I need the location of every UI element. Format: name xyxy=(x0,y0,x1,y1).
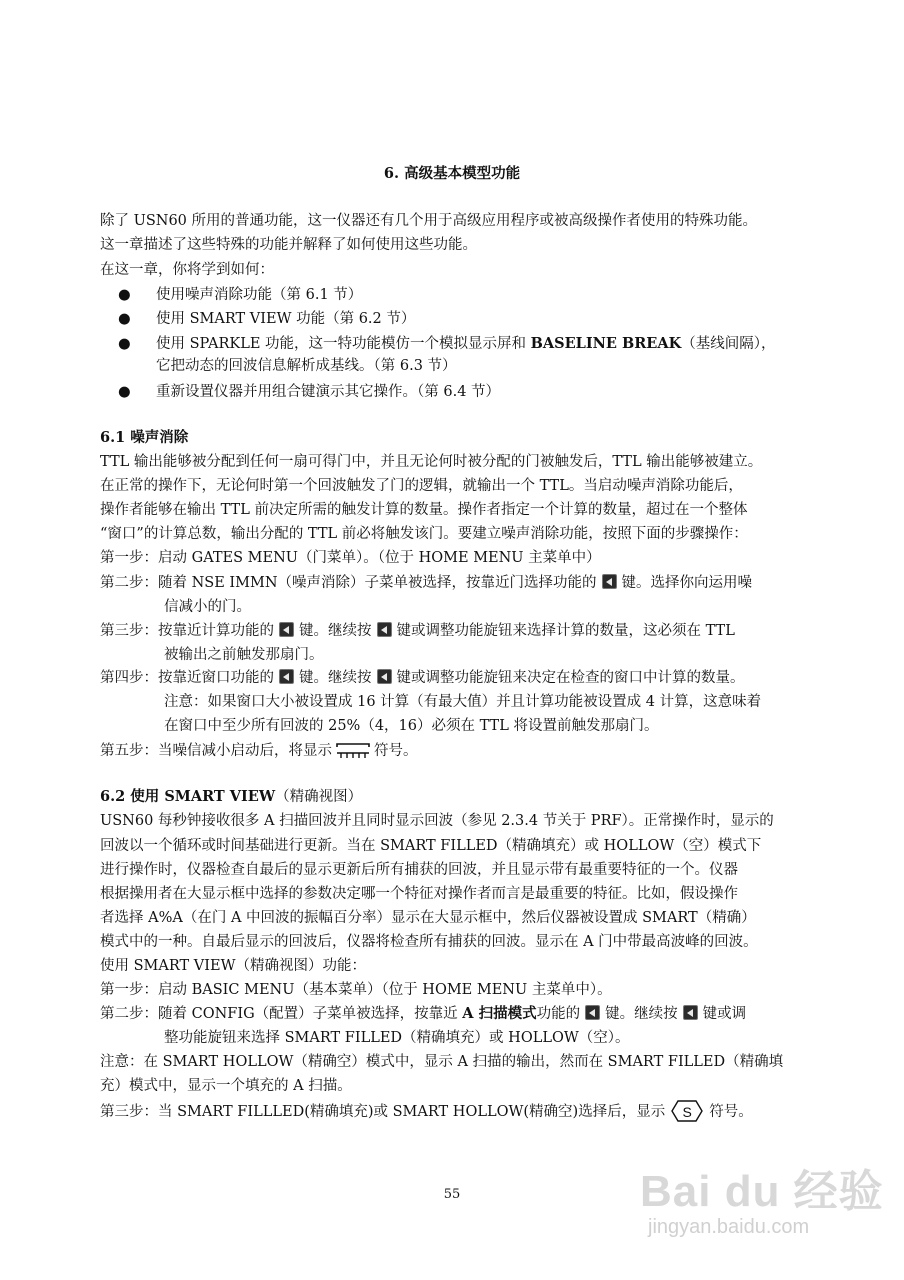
softkey-icon xyxy=(683,1005,698,1020)
s61-step-3-cont: 被输出之前触发那扇门。 xyxy=(164,647,324,663)
smart-view-symbol-icon xyxy=(671,1100,703,1122)
s62-step-3-text-b: 符号。 xyxy=(709,1104,753,1120)
baseline-break-term: BASELINE BREAK xyxy=(530,335,682,352)
s61-para-line-4: “窗口”的计算总数，输出分配的 TTL 前必将触发该门。要建立噪声消除功能，按照下面的步骤操作： xyxy=(100,526,748,542)
bullet-icon: ● xyxy=(118,287,131,303)
bullet-item-2: 使用 SMART VIEW 功能（第 6.2 节） xyxy=(156,311,416,327)
softkey-icon xyxy=(377,622,392,637)
s61-step-3 xyxy=(100,621,735,643)
s61-step-4-text-c: 键或调整功能旋钮来决定在检查的窗口中计算的数量。 xyxy=(396,670,745,686)
s61-step-2-text: 第二步：随着 NSE IMMN（噪声消除）子菜单被选择，按靠近门选择功能的 xyxy=(100,575,597,591)
s61-step-2 xyxy=(100,573,752,595)
s62-step-2-text-d: 键。继续按 xyxy=(605,1006,678,1022)
intro-line-1: 除了 USN60 所用的普通功能，这一仪器还有几个用于高级应用程序或被高级操作者使用的特殊功能。 xyxy=(100,213,758,229)
s61-step-4-text: 第四步：按靠近窗口功能的 xyxy=(100,670,274,686)
bullet-item-3 xyxy=(156,334,775,356)
noise-reduction-symbol-icon xyxy=(336,743,370,765)
s62-step-3 xyxy=(100,1100,753,1122)
section-6-1-heading: 6.1 噪声消除 xyxy=(100,429,189,446)
section-6-2-heading xyxy=(100,787,362,809)
s61-para-line-2: 在正常的操作下，无论何时第一个回波触发了门的逻辑，就输出一个 TTL。当启动噪声消除功能后， xyxy=(100,478,743,494)
intro-line-3: 在这一章，你将学到如何： xyxy=(100,262,274,278)
intro-line-2: 这一章描述了这些特殊的功能并解释了如何使用这些功能。 xyxy=(100,237,477,253)
softkey-icon xyxy=(602,574,617,589)
s61-step-2-text-b: 键。选择你向运用噪 xyxy=(621,575,753,591)
bullet-item-3-text: 使用 SPARKLE 功能，这一特功能模仿一个模拟显示屏和 xyxy=(156,336,531,352)
baidu-watermark-logo: Bai du 经验 xyxy=(640,1167,884,1216)
s62-para-line-1: USN60 每秒钟接收很多 A 扫描回波并且同时显示回波（参见 2.3.4 节关于 PRF）。正常操作时，显示的 xyxy=(100,813,774,829)
s62-para-line-4: 根据操用者在大显示框中选择的参数决定哪一个特征对操作者而言是最重要的特征。比如，假设操作 xyxy=(100,886,738,902)
s61-step-3-text-b: 键。继续按 xyxy=(299,623,372,639)
page-number: 55 xyxy=(443,1187,461,1202)
chapter-title: 6. 高级基本模型功能 xyxy=(383,165,521,182)
s62-step-2-cont: 整功能旋钮来选择 SMART FILLED（精确填充）或 HOLLOW（空）。 xyxy=(164,1030,630,1046)
bullet-icon: ● xyxy=(118,311,131,327)
baidu-watermark-url: jingyan.baidu.com xyxy=(648,1216,810,1238)
softkey-icon xyxy=(585,1005,600,1020)
bullet-item-1: 使用噪声消除功能（第 6.1 节） xyxy=(156,287,363,303)
s61-step-1: 第一步：启动 GATES MENU（门菜单）。（位于 HOME MENU 主菜单中） xyxy=(100,550,601,566)
s61-para-line-3: 操作者能够在输出 TTL 前决定所需的触发计算的数量。操作者指定一个计算的数量，超过在一个整体 xyxy=(100,502,748,518)
s62-para-line-5: 者选择 A%A（在门 A 中回波的振幅百分率）显示在大显示框中，然后仪器被设置成 SMART（精确） xyxy=(100,910,756,926)
a-scan-mode-term: A 扫描模式 xyxy=(462,1005,537,1022)
s62-para-line-7: 使用 SMART VIEW（精确视图）功能： xyxy=(100,958,366,974)
s62-heading-cn: （精确视图） xyxy=(275,789,363,805)
s61-step-2-cont: 信减小的门。 xyxy=(164,599,251,615)
bullet-icon: ● xyxy=(118,336,131,352)
s62-step-2-text-c: 功能的 xyxy=(536,1006,581,1022)
bullet-item-3-text-end: （基线间隔）， xyxy=(681,336,776,352)
s62-heading-term: SMART VIEW xyxy=(164,788,276,805)
softkey-icon xyxy=(377,669,392,684)
smart-view-symbol-letter: S xyxy=(682,1104,692,1120)
s61-step-4 xyxy=(100,668,745,690)
s61-para-line-1: TTL 输出能够被分配到任何一扇可得门中，并且无论何时被分配的门被触发后，TTL 输出能够被建立。 xyxy=(100,454,763,470)
s61-step-3-text-c: 键或调整功能旋钮来选择计算的数量，这必须在 TTL xyxy=(396,623,735,639)
s61-step-5-text: 第五步：当噪信减小启动后，将显示 xyxy=(100,743,332,759)
s62-note-cont: 充）模式中，显示一个填充的 A 扫描。 xyxy=(100,1078,352,1094)
s62-para-line-6: 模式中的一种。自最后显示的回波后，仪器将检查所有捕获的回波。显示在 A 门中带最高波峰的回波。 xyxy=(100,934,758,950)
s61-step-4-note-cont: 在窗口中至少所有回波的 25%（4，16）必须在 TTL 将设置前触发那扇门。 xyxy=(164,718,659,734)
s62-step-3-text: 第三步：当 SMART FILLLED(精确填充)或 SMART HOLLOW(精确空)选择后，显示 xyxy=(100,1104,666,1120)
softkey-icon xyxy=(279,669,294,684)
softkey-icon xyxy=(279,622,294,637)
s61-step-4-note: 注意：如果窗口大小被设置成 16 计算（有最大值）并且计算功能被设置成 4 计算，这意味着 xyxy=(164,694,762,710)
s62-step-2-text: 第二步：随着 CONFIG（配置）子菜单被选择，按靠近 xyxy=(100,1006,463,1022)
bullet-item-3-cont: 它把动态的回波信息解析成基线。（第 6.3 节） xyxy=(156,358,457,374)
s62-step-2 xyxy=(100,1004,746,1026)
s62-para-line-3: 进行操作时，仪器检查自最后的显示更新后所有捕获的回波，并且显示带有最重要特征的一个。仪器 xyxy=(100,862,738,878)
bullet-icon: ● xyxy=(118,384,131,400)
s61-step-4-text-b: 键。继续按 xyxy=(299,670,372,686)
s61-step-3-text: 第三步：按靠近计算功能的 xyxy=(100,623,274,639)
s62-heading-num: 6.2 使用 xyxy=(100,788,165,805)
s62-note: 注意：在 SMART HOLLOW（精确空）模式中，显示 A 扫描的输出，然而在 SMART FILLED（精确填 xyxy=(100,1054,784,1070)
s61-step-5-text-b: 符号。 xyxy=(374,743,418,759)
s62-step-2-text-e: 键或调 xyxy=(702,1006,747,1022)
bullet-item-4: 重新设置仪器并用组合键演示其它操作。（第 6.4 节） xyxy=(156,384,501,400)
s61-step-5 xyxy=(100,741,418,763)
s62-para-line-2: 回波以一个循环或时间基础进行更新。当在 SMART FILLED（精确填充）或 HOLLOW（空）模式下 xyxy=(100,838,762,854)
s62-step-1: 第一步：启动 BASIC MENU（基本菜单）（位于 HOME MENU 主菜单中）。 xyxy=(100,982,612,998)
